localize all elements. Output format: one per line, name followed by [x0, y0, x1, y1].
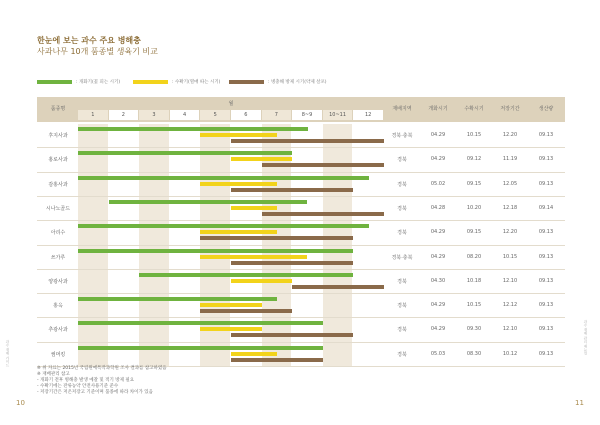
side-text-right: 과수 재배 관리 매뉴얼 [584, 320, 588, 355]
row-separator [37, 220, 565, 221]
row-value: 12.10 [502, 277, 518, 284]
row-value: 04.29 [430, 132, 446, 138]
row-value: 12.20 [502, 229, 518, 236]
bar-harvest [200, 133, 277, 137]
row-separator [37, 245, 565, 246]
row-value: 12.20 [502, 132, 518, 138]
note-line: - 개화기 전후 병해충 발생 예찰 및 적기 방제 필요 [37, 378, 135, 383]
month-header-cell: 2 [109, 110, 139, 120]
row-separator [37, 342, 565, 343]
row-value: 09.13 [538, 253, 554, 260]
row-region: 경북·충북 [391, 133, 413, 139]
row-region: 경북 [397, 157, 407, 164]
bar-harvest [200, 327, 261, 331]
row-separator [37, 147, 565, 148]
row-name: 추광사과 [48, 327, 68, 334]
row-value: 10.20 [466, 204, 482, 211]
row-region: 경북 [397, 351, 407, 358]
row-value: 12.10 [502, 326, 518, 333]
row-value: 08.30 [466, 350, 482, 357]
bar-flowering [78, 249, 353, 253]
row-value: 10.15 [466, 132, 482, 138]
bar-pest-control [200, 236, 353, 240]
row-value: 04.29 [430, 326, 446, 333]
row-value: 08.20 [466, 253, 482, 260]
row-value: 05.03 [430, 350, 446, 357]
bar-flowering [78, 176, 369, 180]
bar-flowering [78, 346, 323, 350]
row-value: 04.29 [430, 156, 446, 163]
note-line: ※ 위 자료는 2015년 국립원예특작과학원 조사 결과를 참고하였음 [37, 366, 167, 371]
row-value: 04.30 [430, 277, 446, 284]
row-name: 아리수 [50, 230, 66, 237]
notes [37, 366, 167, 396]
bar-pest-control [200, 309, 292, 313]
row-separator [37, 317, 565, 318]
month-header-cell: 10~11 [323, 110, 353, 120]
bar-harvest [200, 230, 277, 234]
row-name: 쓰가루 [50, 254, 66, 261]
row-value: 09.13 [538, 277, 554, 284]
bar-flowering [78, 297, 277, 301]
header-col-3: 저장기간 [500, 106, 520, 112]
row-separator [37, 172, 565, 173]
row-separator [37, 196, 565, 197]
month-header-cell: 6 [231, 110, 261, 120]
month-header-cell: 7 [262, 110, 292, 120]
row-name: 홍로사과 [48, 157, 68, 164]
header-region: 재배지역 [392, 106, 412, 112]
row-value: 05.02 [430, 180, 446, 187]
page-number-left: 10 [16, 399, 25, 407]
row-value: 12.12 [502, 302, 518, 309]
bar-pest-control [231, 333, 353, 337]
bar-flowering [78, 151, 292, 155]
bar-harvest [231, 279, 292, 283]
page-number-right: 11 [575, 399, 584, 407]
legend-swatch-brown [229, 80, 264, 84]
row-value: 09.14 [538, 204, 554, 211]
row-value: 09.15 [466, 180, 482, 187]
header-col-2: 수확시기 [464, 106, 484, 112]
bar-harvest [200, 255, 307, 259]
header-col-1: 개화시기 [428, 106, 448, 112]
row-value: 12.05 [502, 180, 518, 187]
bar-harvest [231, 157, 292, 161]
month-header-cell: 1 [78, 110, 108, 120]
row-value: 12.18 [502, 204, 518, 211]
row-name: 후지사과 [48, 133, 68, 139]
row-name: 감홍사과 [48, 181, 68, 188]
bar-flowering [78, 127, 308, 131]
row-value: 09.13 [538, 326, 554, 333]
month-column-shade [323, 124, 353, 367]
row-value: 11.19 [502, 156, 518, 163]
page-subtitle: 사과나무 10개 품종별 생육기 비교 [37, 47, 158, 56]
row-name: 양광사과 [48, 278, 68, 285]
row-region: 경북 [397, 181, 407, 188]
bar-harvest [200, 303, 261, 307]
month-header-cell: 12 [353, 110, 383, 120]
row-region: 경북 [397, 303, 407, 310]
bar-pest-control [262, 163, 384, 167]
legend-label: : 개화기(꽃 피는 시기) [76, 80, 121, 85]
row-value: 10.15 [466, 302, 482, 309]
bar-flowering [109, 200, 308, 204]
header-col-4: 생산량 [538, 106, 554, 112]
row-value: 04.29 [430, 253, 446, 260]
month-header-cell: 5 [200, 110, 230, 120]
side-text-left: 과수 재배 가이드 [6, 340, 10, 367]
note-line: - 저장기간은 저온저장고 기준이며 품종에 따라 차이가 있음 [37, 390, 153, 395]
month-header-cell: 3 [139, 110, 169, 120]
row-separator [37, 293, 565, 294]
month-header-cell: 4 [170, 110, 200, 120]
bar-harvest [231, 206, 277, 210]
row-region: 경북 [397, 230, 407, 237]
row-value: 09.30 [466, 326, 482, 333]
note-line: ※ 재배관리 참고 [37, 372, 70, 377]
row-value: 10.18 [466, 277, 482, 284]
bar-pest-control [231, 261, 353, 265]
month-header-cell: 8~9 [292, 110, 322, 120]
bar-harvest [200, 182, 277, 186]
row-value: 04.29 [430, 302, 446, 309]
row-value: 09.12 [466, 156, 482, 163]
bar-pest-control [292, 285, 384, 289]
row-region: 경북 [397, 327, 407, 334]
row-value: 09.13 [538, 229, 554, 236]
note-line: - 수확기에는 잔류농약 안전사용기준 준수 [37, 384, 119, 389]
month-column-shade [139, 124, 169, 367]
row-name: 썸머킹 [50, 351, 66, 358]
row-region: 경북 [397, 205, 407, 212]
legend-label: : 수확기(열매 따는 시기) [172, 80, 221, 85]
bar-pest-control [231, 139, 384, 143]
row-value: 09.15 [466, 229, 482, 236]
row-value: 09.13 [538, 132, 554, 138]
row-separator [37, 269, 565, 270]
bar-flowering [78, 224, 369, 228]
row-value: 09.13 [538, 156, 554, 163]
row-value: 10.15 [502, 253, 518, 260]
bar-flowering [78, 321, 323, 325]
row-value: 09.13 [538, 350, 554, 357]
bar-flowering [139, 273, 353, 277]
bar-pest-control [262, 212, 384, 216]
legend-swatch-green [37, 80, 72, 84]
row-value: 04.29 [430, 229, 446, 236]
row-name: 홍옥 [53, 303, 63, 310]
page-title: 한눈에 보는 과수 주요 병해충 [37, 36, 141, 45]
bar-pest-control [231, 358, 323, 362]
row-region: 경북 [397, 278, 407, 285]
row-value: 04.28 [430, 204, 446, 211]
header-month: 월 [228, 101, 234, 107]
row-value: 09.13 [538, 180, 554, 187]
row-value: 10.12 [502, 350, 518, 357]
month-column-shade [78, 124, 108, 367]
row-value: 09.13 [538, 302, 554, 309]
header-name: 품종명 [50, 106, 66, 112]
row-name: 시나노골드 [45, 205, 71, 212]
row-region: 경북·충북 [391, 254, 413, 261]
bar-pest-control [231, 188, 353, 192]
legend-label: : 병충해 방제 시기(약제 살포) [268, 80, 327, 85]
bar-harvest [231, 352, 277, 356]
legend-swatch-yellow [133, 80, 168, 84]
